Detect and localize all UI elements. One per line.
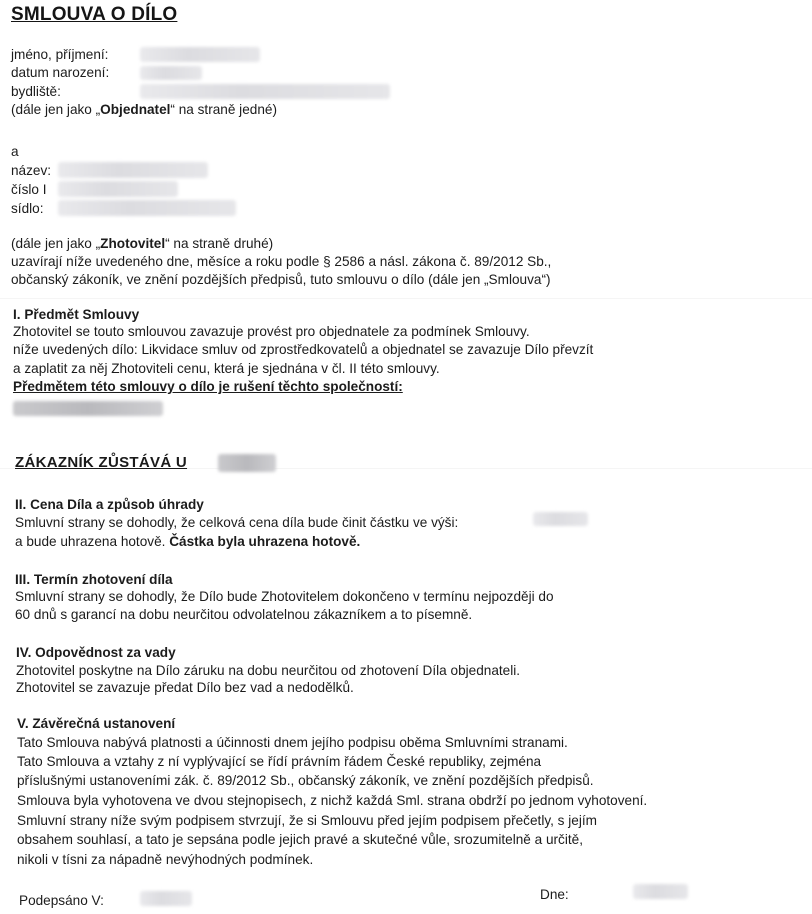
intro-line: uzavírají níže uvedeného dne, měsíce a roku podle § 2586 a násl. zákona č. 89/2012 Sb., [11,254,552,269]
section-3-line: Smluvní strany se dohodly, že Dílo bude Zhotovitelem dokončeno v termínu nejpozději do [15,589,554,604]
section-4-line: Zhotovitel poskytne na Dílo záruku na dobu neurčitou od zhotovení Díla objednateli. [16,663,521,678]
section-3-line: 60 dnů s garancí na dobu neurčitou odvolatelnou zákazníkem a to písemně. [15,607,473,622]
date-label: Dne: [540,887,569,902]
redacted-companies [13,401,163,416]
contractor-number-label: číslo I [11,182,47,197]
redacted-client-name [140,47,260,62]
section-5-line: příslušnými ustanoveními zák. č. 89/2012 Sb., občanský zákoník, ve znění pozdějších předpisů. [17,773,594,788]
redacted-residence [140,84,390,99]
document-title: SMLOUVA O DÍLO [11,4,178,25]
customer-stays-note: ZÁKAZNÍK ZŮSTÁVÁ U [15,454,188,471]
and-word: a [11,144,19,159]
client-residence-label: bydliště: [11,84,61,99]
section-3-heading: III. Termín zhotovení díla [15,572,173,587]
client-birth-label: datum narození: [11,65,110,80]
client-role-note: (dále jen jako „Objednatel“ na straně jedné) [11,102,277,117]
redacted-signed-place [140,891,192,906]
scan-line [0,298,812,299]
redacted-price [533,512,588,526]
section-1-subject: Předmětem této smlouvy o dílo je rušení těchto společností: [13,379,403,394]
section-5-line: Tato Smlouva nabývá platnosti a účinnosti dnem jejího podpisu oběma Smluvními stranami. [17,735,568,750]
section-5-line: Smlouva byla vyhotovena ve dvou stejnopisech, z nichž každá Sml. strana obdrží po jednom vyhotovení. [17,793,648,808]
section-2-line: Smluvní strany se dohodly, že celková cena díla bude činit částku ve výši: [15,515,459,530]
section-4-line: Zhotovitel se zavazuje předat Dílo bez vad a nedodělků. [16,680,354,695]
redacted-contractor-seat [58,200,236,216]
contractor-role-note: (dále jen jako „Zhotovitel“ na straně druhé) [11,236,274,251]
section-1-heading: I. Předmět Smlouvy [13,307,140,322]
section-2-heading: II. Cena Díla a způsob úhrady [15,497,204,512]
redacted-birth-date [140,66,202,80]
contractor-seat-label: sídlo: [11,201,44,216]
client-name-label: jméno, příjmení: [11,47,109,62]
section-5-line: nikoli v tísni za nápadně nevýhodných podmínek. [17,852,314,867]
section-5-line: obsahem souhlasí, a tato je sepsána podle jejich pravé a skutečné vůle, srozumitelně a určitě, [17,832,583,847]
section-1-line: níže uvedených dílo: Likvidace smluv od zprostředkovatelů a objednatel se zavazuje Dílo převzít [13,342,594,357]
redacted-contractor-name [58,162,208,178]
intro-line: občanský zákoník, ve znění pozdějších předpisů, tuto smlouvu o dílo (dále jen „Smlouva“) [11,272,551,287]
section-2-payment: a bude uhrazena hotově. Částka byla uhrazena hotově. [15,534,361,549]
section-4-heading: IV. Odpovědnost za vady [16,645,176,660]
contractor-name-label: název: [11,163,52,178]
redacted-date [633,884,688,899]
section-1-line: Zhotovitel se touto smlouvou zavazuje provést pro objednatele za podmínek Smlouvy. [13,324,530,339]
section-1-line: a zaplatit za něj Zhotoviteli cenu, která je sjednána v čl. II této smlouvy. [13,361,440,376]
redacted-customer-provider [218,454,276,472]
redacted-contractor-number [58,181,178,197]
section-5-line: Tato Smlouva a vztahy z ní vyplývající se řídí právním řádem České republiky, zejména [17,754,542,769]
section-5-line: Smluvní strany níže svým podpisem stvrzují, že si Smlouvu před jejím podpisem přečetly, s jejím [17,813,597,828]
section-5-heading: V. Závěrečná ustanovení [17,716,176,731]
signed-place-label: Podepsáno V: [19,893,104,908]
